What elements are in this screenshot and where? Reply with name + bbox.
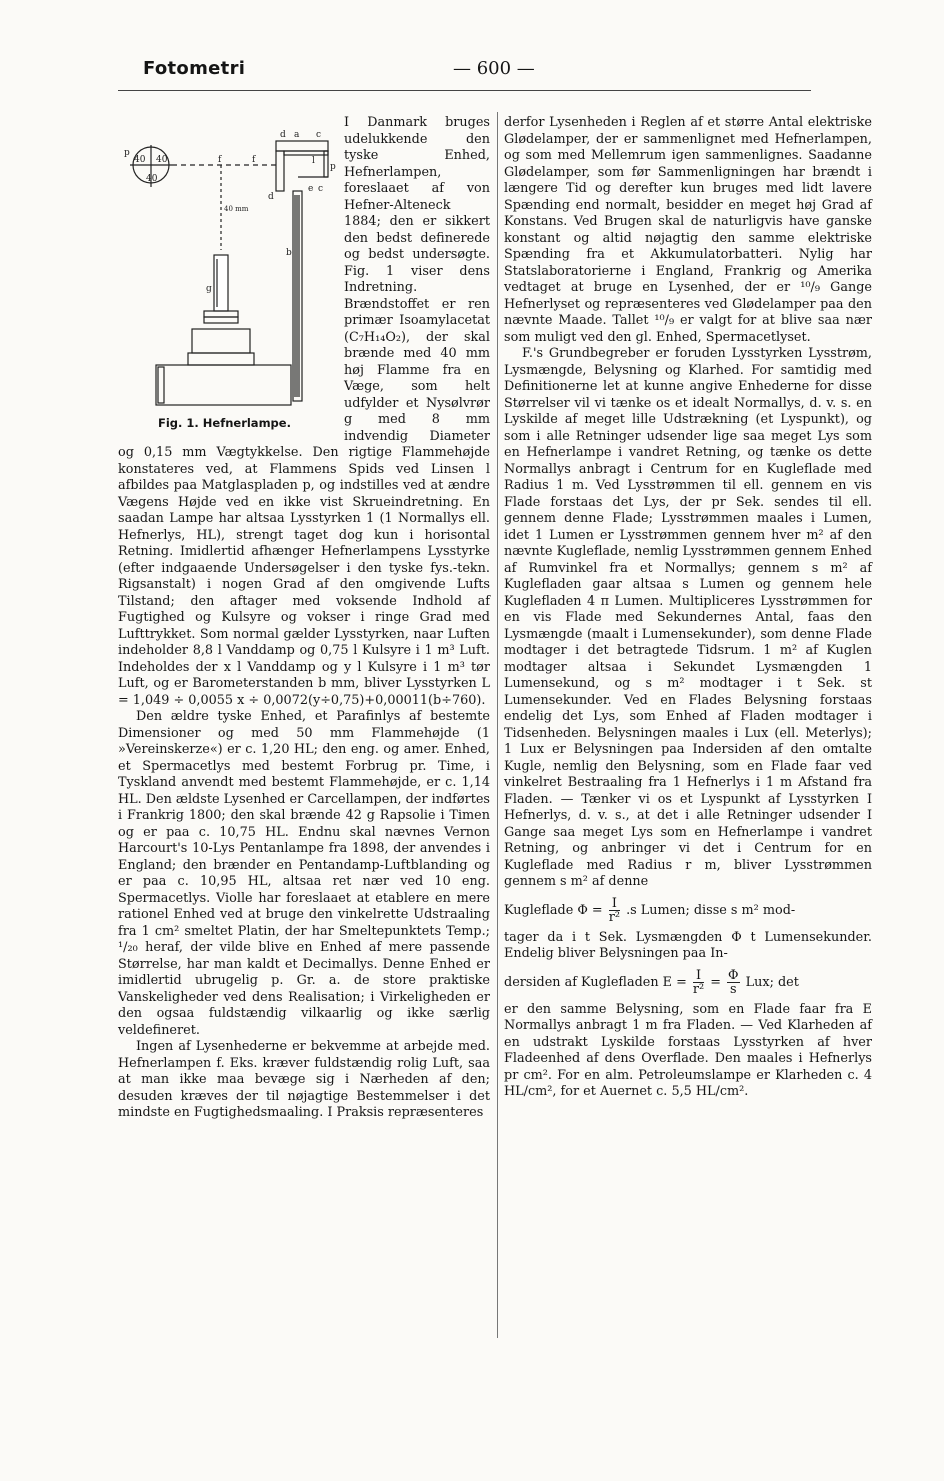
label-g: g xyxy=(206,284,212,294)
running-head xyxy=(143,58,800,84)
label-c-lower: c xyxy=(318,184,324,194)
label-c: c xyxy=(316,130,322,140)
label-l: l xyxy=(312,156,315,166)
fraction-numerator: I xyxy=(609,897,620,911)
left-column xyxy=(118,115,490,1122)
fraction-phi-over-s xyxy=(727,969,740,996)
right-paragraph-1: derfor Lysenheden i Reglen af et større Antal elektriske Glødelamper, der er sammenlignet med Hefnerlampen, og som med Mellemrum igen sammenlignes. Saadanne Glødelamper, som før Sammenligningen har brændt i længere Tid og derefter kun bruges med lidt lavere Spænding end normalt, besidder en meget høj Grad af Konstans. Ved Brugen skal de naturligvis have ganske konstant og altid nøjagtig den samme elektriske Spænding fra et Akkumulatorbatteri. Nylig har Statslaboratorierne i England, Frankrig og Amerika vedtaget at bruge en Lysenhed, der er ¹⁰/₉ Gange Hefnerlyset og repræsenteres ved Glødelamper paa den nævnte Maade. Tallet ¹⁰/₉ er valgt for at blive saa nær som muligt ved den gl. Enhed, Spermacetlyset. xyxy=(504,115,872,345)
label-b: b xyxy=(286,248,292,258)
left-paragraph-1: I Danmark bruges udelukkende den tyske Enhed, Hefnerlampen, foreslaaet af von Hefner-Alteneck 1884; den er sikkert den bedst definerede og bedst undersøgte. Fig. 1 viser dens Indretning. Brændstoffet er ren primær Isoamylacetat (C₇H₁₄O₂), der skal brænde med 40 mm høj Flamme fra en Væge, som helt udfylder et Nysølvrør g med 8 mm indvendig Diameter og 0,15 mm Vægtykkelse. Den rigtige Flammehøjde konstateres ved, at Flammens Spids ved Linsen l afbildes paa Matglaspladen p, og indstilles ved at ændre Vægens Højde ved en ikke vist Skrueindretning. En saadan Lampe har altsaa Lysstyrken 1 (1 Normallys ell. Hefnerlys, HL), strengt taget dog kun i horisontal Retning. Imidlertid afhænger Hefnerlampens Lysstyrke (efter indgaaende Undersøgelser i den tyske fys.-tekn. Rigsanstalt) i nogen Grad af den omgivende Lufts Tilstand; den aftager med voksende Indhold af Fugtighed og Kulsyre og vokser i ringe Grad med Lufttrykket. Som normal gælder Lysstyrken, naar Luften indeholder 8,8 l Vanddamp og 0,75 l Kulsyre i 1 m³ Luft. Indeholdes der x l Vanddamp og y l Kulsyre i 1 m³ tør Luft, og er Barometerstanden b mm, bliver Lysstyrken L = 1,049 ÷ 0,0055 x ÷ 0,0072(y÷0,75)+0,00011(b÷760). xyxy=(118,115,490,708)
fraction-numerator: I xyxy=(693,969,704,983)
label-40-b: 40 xyxy=(156,155,168,165)
column-divider xyxy=(497,112,498,1338)
label-a: a xyxy=(294,130,300,140)
label-f: f xyxy=(218,155,222,165)
equation-tail: .s Lumen; disse s m² mod- xyxy=(626,902,796,918)
right-paragraph-3: tager da i t Sek. Lysmængden Φ t Lumensekunder. Endelig bliver Belysningen paa In- xyxy=(504,929,872,961)
label-e: e xyxy=(308,184,314,194)
label-40-c: 40 xyxy=(146,174,158,184)
fraction-denominator: r² xyxy=(692,981,705,997)
equation-lead: dersiden af Kuglefladen E = xyxy=(504,974,687,990)
equals-sign: = xyxy=(710,974,721,990)
fraction-numerator: Φ xyxy=(728,967,739,983)
fraction-i-over-r2 xyxy=(693,969,704,996)
equation-belysning xyxy=(504,969,872,996)
label-40-a: 40 xyxy=(134,155,146,165)
page-section-title: Fotometri xyxy=(143,58,246,79)
equation-lead: Kugleflade Φ = xyxy=(504,902,603,918)
equation-tail: Lux; det xyxy=(745,974,799,990)
header-rule xyxy=(118,90,811,91)
label-dimension: 40 mm xyxy=(224,205,249,213)
right-paragraph-2: F.'s Grundbegreber er foruden Lysstyrken Lysstrøm, Lysmængde, Belysning og Klarhed. For samtidig med Definitionerne let at kunne angive Enhederne for disse Størrelser vil vi tænke os et idealt Normallys, d. v. s. en Lyskilde af meget lille Udstrækning (et Lyspunkt), og som i alle Retninger udsender lige saa meget Lys som en Hefnerlampe i vandret Retning, og tænke os dette Normallys anbragt i Centrum for en Kugleflade med Radius 1 m. Ved Lysstrømmen til ell. gennem en vis Flade forstaas det Lys, der pr Sek. sendes til ell. gennem denne Flade; Lysstrømmen maales i Lumen, idet 1 Lumen er Lysstrømmen gennem hver m² af den nævnte Kugleflade, nemlig Lysstrømmen gennem Enhed af Rumvinkel fra et Normallys; gennem s m² af Kuglefladen gaar altsaa s Lumen og gennem hele Kuglefladen 4 π Lumen. Multipliceres Lysstrømmen for en vis Flade med Sekundernes Antal, faas den Lysmængde (maalt i Lumensekunder), som denne Flade modtager i det betragtede Tidsrum. 1 m² af Kuglen modtager altsaa i Sekundet Lysmængden 1 Lumensekund, og s m² modtager i t Sek. st Lumensekunder. Ved en Flades Belysning forstaas endelig det Lys, som Enhed af Fladen modtager i Tidsenheden. Belysningen maales i Lux (ell. Meterlys); 1 Lux er Belysningen paa Indersiden af den omtalte Kugle, nemlig den Belysning, som en Flade faar ved vinkelret Bestraaling fra 1 Hefnerlys i 1 m Afstand fra Fladen. — Tænker vi os et Lyspunkt af Lysstyrken I Hefnerlys, d. v. s., at det i alle Retninger udsender I Gange saa meget Lys som en Hefnerlampe i vandret Retning, og anbringer vi det i Centrum for en Kugleflade med Radius r m, bliver Lysstrømmen gennem s m² af denne xyxy=(504,346,872,889)
page-number: — 600 — xyxy=(453,58,535,79)
fraction-denominator: s xyxy=(729,981,737,997)
fraction-denominator: r² xyxy=(608,909,620,925)
label-d: d xyxy=(280,130,286,140)
fraction-i-over-r2 xyxy=(609,897,620,924)
left-paragraph-3: Ingen af Lysenhederne er bekvemme at arbejde med. Hefnerlampen f. Eks. kræver fuldstændig rolig Luft, saa at man ikke maa bevæge sig i Nærheden af den; desuden kræves der til nøjagtige Bestemmelser i det mindste en Fugtighedsmaaling. I Praksis repræsenteres xyxy=(118,1039,490,1120)
label-d-lower: d xyxy=(268,192,274,202)
label-p: p xyxy=(330,162,336,172)
figure-hefner-lamp xyxy=(118,115,338,433)
equation-lysstrom xyxy=(504,897,872,924)
right-paragraph-4: er den samme Belysning, som en Flade faar fra E Normallys anbragt 1 m fra Fladen. — Ved Klarheden af en udstrakt Lyskilde forstaas Lysstyrken af hver Fladeenhed af dens Overflade. Den maales i Hefnerlys pr cm². For en alm. Petroleumslampe er Klarheden c. 4 HL/cm², for et Auernet c. 5,5 HL/cm². xyxy=(504,1001,872,1099)
label-f2: f xyxy=(252,155,256,165)
left-paragraph-2: Den ældre tyske Enhed, et Parafinlys af bestemte Dimensioner og med 50 mm Flammehøjde (1 »Vereinskerze«) er c. 1,20 HL; den eng. og amer. Enhed, et Spermacetlys med bestemt Forbrug pr. Time, i Tyskland anvendt med bestemt Flammehøjde, er c. 1,14 HL. Den ældste Lysenhed er Carcellampen, der indførtes i Frankrig 1800; den skal brænde 42 g Rapsolie i Timen og er paa c. 10,75 HL. Endnu skal nævnes Vernon Harcourt's 10-Lys Pentanlampe fra 1898, der anvendes i England; den brænder en Pentandamp-Luftblanding og er paa c. 10,95 HL, altsaa ret nær ved 10 eng. Spermacetlys. Violle har foreslaaet at etablere en mere rationel Enhed ved at bruge den vinkelrette Udstraaling fra 1 cm² smeltet Platin, der har Smeltepunktets Temp.; ¹/₂₀ heraf, der vilde blive en Enhed af mere passende Størrelse, har man kaldt et Decimallys. Denne Enhed er imidlertid ubrugelig p. Gr. a. de store praktiske Vanskeligheder ved dens Realisation; i Virkeligheden er den ogsaa fuldstændig vilkaarlig og ikke særlig veldefineret. xyxy=(118,709,491,1038)
hefner-lamp-drawing xyxy=(118,115,338,415)
figure-caption: Fig. 1. Hefnerlampe. xyxy=(158,416,291,430)
label-p-left: p xyxy=(124,148,130,158)
right-column xyxy=(504,115,872,1101)
